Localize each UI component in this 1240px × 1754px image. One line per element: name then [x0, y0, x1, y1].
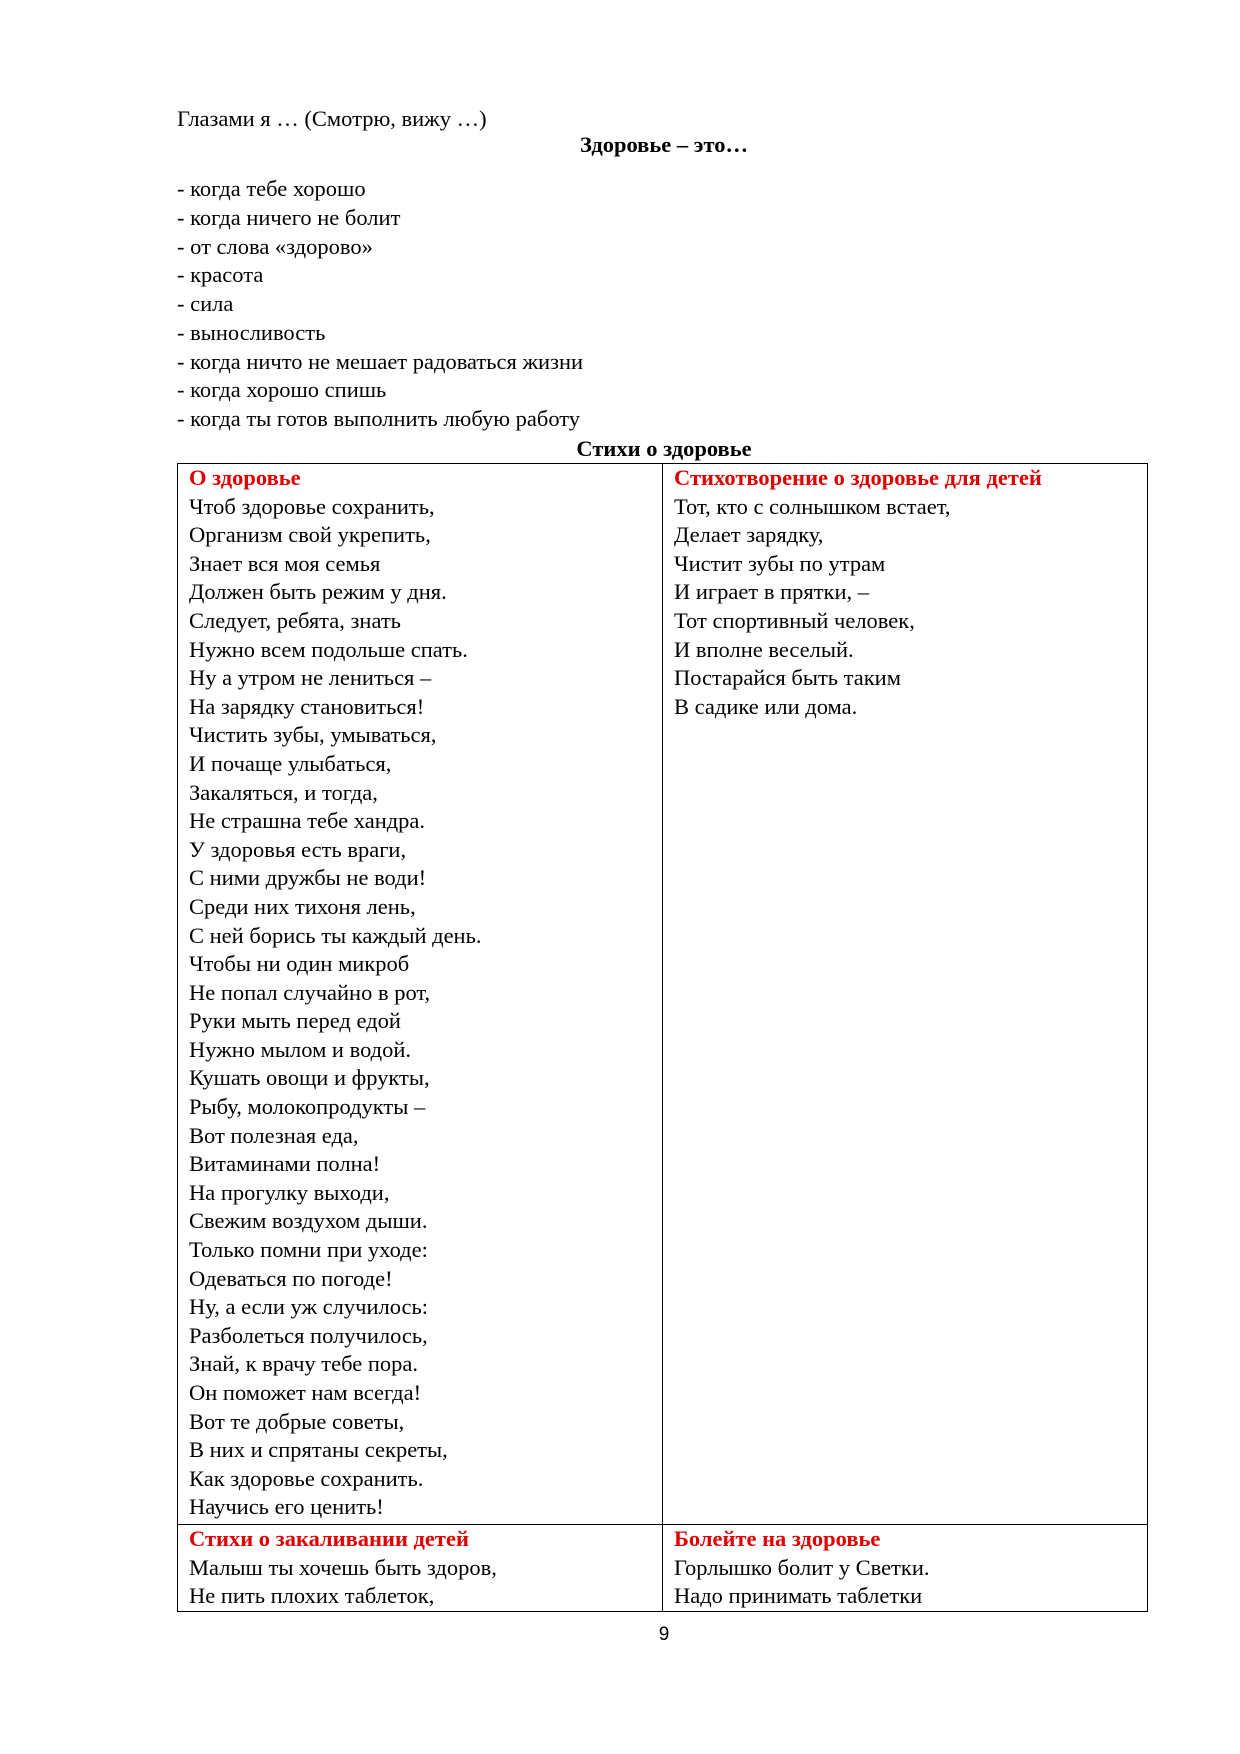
- poem-line: Нужно мылом и водой.: [189, 1036, 412, 1062]
- poem-line: Делает зарядку,: [674, 522, 824, 548]
- list-item: - сила: [177, 291, 234, 316]
- poem-line: Надо принимать таблетки: [674, 1583, 923, 1609]
- list-item: - когда тебе хорошо: [177, 176, 366, 201]
- poem-lines: [674, 1554, 1137, 1611]
- page-number: 9: [658, 1624, 670, 1645]
- poem-line: Разболеться получилось,: [189, 1322, 428, 1348]
- list-item: - от слова «здорово»: [177, 233, 373, 259]
- poem-line: Он поможет нам всегда!: [189, 1380, 422, 1405]
- poem-title: Болейте на здоровье: [674, 1526, 881, 1551]
- poem-line: Не страшна тебе хандра.: [189, 808, 426, 834]
- poem-cell-boleyte: [663, 1525, 1148, 1612]
- poem-line: Чистить зубы, умываться,: [189, 722, 437, 748]
- poem-line: Ну а утром не лениться –: [189, 665, 432, 691]
- poem-title: О здоровье: [189, 465, 301, 490]
- poem-line: Чтобы ни один микроб: [189, 951, 410, 977]
- poem-line: Горлышко болит у Светки.: [674, 1554, 930, 1580]
- poem-line: Следует, ребята, знать: [189, 607, 401, 633]
- poem-line: И играет в прятки, –: [674, 579, 870, 605]
- poem-line: Вот те добрые советы,: [189, 1408, 405, 1434]
- poem-line: Кушать овощи и фрукты,: [189, 1065, 430, 1091]
- poem-line: Как здоровье сохранить.: [189, 1465, 424, 1491]
- health-definitions-list: [177, 175, 583, 434]
- list-item: - когда ничто не мешает радоваться жизни: [177, 348, 584, 374]
- poem-line: С ней борись ты каждый день.: [189, 922, 482, 948]
- poem-line: Чистит зубы по утрам: [674, 550, 886, 576]
- poem-line: С ними дружбы не води!: [189, 865, 427, 891]
- poem-line: На прогулку выходи,: [189, 1179, 390, 1205]
- poem-line: Постарайся быть таким: [674, 665, 901, 691]
- poem-title: Стихотворение о здоровье для детей: [674, 465, 1042, 490]
- poem-line: Должен быть режим у дня.: [189, 579, 447, 605]
- poem-cell-o-zdorovye: [178, 464, 663, 1525]
- poem-line: Не попал случайно в рот,: [189, 979, 431, 1005]
- poem-line: И вполне веселый.: [674, 636, 854, 662]
- list-item: - когда хорошо спишь: [177, 377, 387, 403]
- list-item: - когда ты готов выполнить любую работу: [177, 406, 581, 431]
- poem-title: Стихи о закаливании детей: [189, 1526, 469, 1551]
- list-item: - выносливость: [177, 319, 326, 345]
- poem-line: Витаминами полна!: [189, 1151, 381, 1177]
- poem-line: На зарядку становиться!: [189, 693, 425, 719]
- list-item: - когда ничего не болит: [177, 204, 401, 230]
- poem-line: Рыбу, молокопродукты –: [189, 1094, 426, 1120]
- poem-line: Знай, к врачу тебе пора.: [189, 1351, 419, 1377]
- poem-line: У здоровья есть враги,: [189, 836, 407, 862]
- poem-lines: [674, 493, 1137, 722]
- list-item: - красота: [177, 262, 264, 288]
- poem-line: Ну, а если уж случилось:: [189, 1294, 429, 1320]
- poem-line: Чтоб здоровье сохранить,: [189, 493, 435, 519]
- poem-line: Закаляться, и тогда,: [189, 779, 378, 805]
- poem-line: Организм свой укрепить,: [189, 522, 431, 548]
- poem-line: Руки мыть перед едой: [189, 1008, 401, 1034]
- poem-line: Тот спортивный человек,: [674, 607, 915, 633]
- poem-line: Тот, кто с солнышком встает,: [674, 493, 951, 519]
- poem-lines: [189, 1554, 652, 1611]
- poem-line: Только помни при уходе:: [189, 1237, 428, 1263]
- poems-table: [177, 463, 1148, 1612]
- table-row: [178, 1525, 1148, 1612]
- poem-line: Научись его ценить!: [189, 1494, 384, 1520]
- table-row: [178, 464, 1148, 1525]
- poems-heading: Стихи о здоровье: [576, 436, 752, 461]
- poem-line: Малыш ты хочешь быть здоров,: [189, 1554, 497, 1580]
- poem-lines: [189, 493, 652, 1522]
- health-heading: Здоровье – это…: [580, 132, 748, 157]
- poem-line: Нужно всем подольше спать.: [189, 636, 468, 662]
- intro-line: Глазами я … (Смотрю, вижу …): [177, 106, 487, 131]
- poem-line: Одеваться по погоде!: [189, 1265, 393, 1291]
- poem-line: В садике или дома.: [674, 693, 858, 719]
- poem-line: Среди них тихоня лень,: [189, 893, 416, 919]
- poem-line: И почаще улыбаться,: [189, 750, 392, 776]
- poem-line: Знает вся моя семья: [189, 550, 381, 576]
- poem-line: В них и спрятаны секреты,: [189, 1437, 448, 1463]
- poem-line: Свежим воздухом дыши.: [189, 1208, 428, 1234]
- poem-line: Вот полезная еда,: [189, 1122, 359, 1148]
- poem-cell-stikhotvorenie: [663, 464, 1148, 1525]
- poem-cell-zakalivanie: [178, 1525, 663, 1612]
- poem-line: Не пить плохих таблеток,: [189, 1583, 435, 1609]
